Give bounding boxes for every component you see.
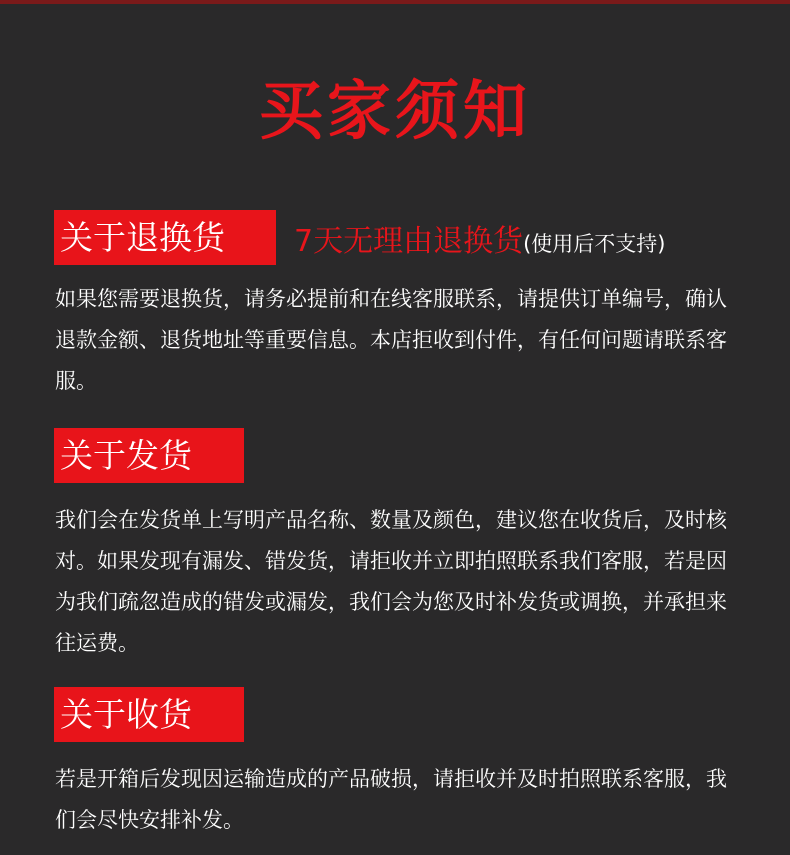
returns-body: 如果您需要退换货，请务必提前和在线客服联系，请提供订单编号，确认退款金额、退货地址等重要信息。本店拒收到付件，有任何问题请联系客服。 bbox=[55, 287, 727, 393]
section-label-returns: 关于退换货 bbox=[54, 210, 276, 265]
page-title: 买家须知 bbox=[259, 75, 531, 149]
section-label-receiving: 关于收货 bbox=[54, 687, 244, 742]
returns-tagline-note: (使用后不支持) bbox=[523, 232, 666, 256]
section-label-shipping: 关于发货 bbox=[54, 428, 244, 483]
receiving-body: 若是开箱后发现因运输造成的产品破损，请拒收并及时拍照联系客服，我们会尽快安排补发。 bbox=[55, 767, 727, 832]
top-divider bbox=[0, 0, 790, 4]
returns-tagline-main: 7天无理由退换货 bbox=[294, 224, 524, 259]
shipping-body: 我们会在发货单上写明产品名称、数量及颜色，建议您在收货后，及时核对。如果发现有漏发、错发货，请拒收并立即拍照联系我们客服，若是因为我们疏忽造成的错发或漏发，我们会为您及时补发货或调换，并承担来往运费。 bbox=[55, 508, 727, 655]
returns-tagline bbox=[294, 222, 665, 262]
